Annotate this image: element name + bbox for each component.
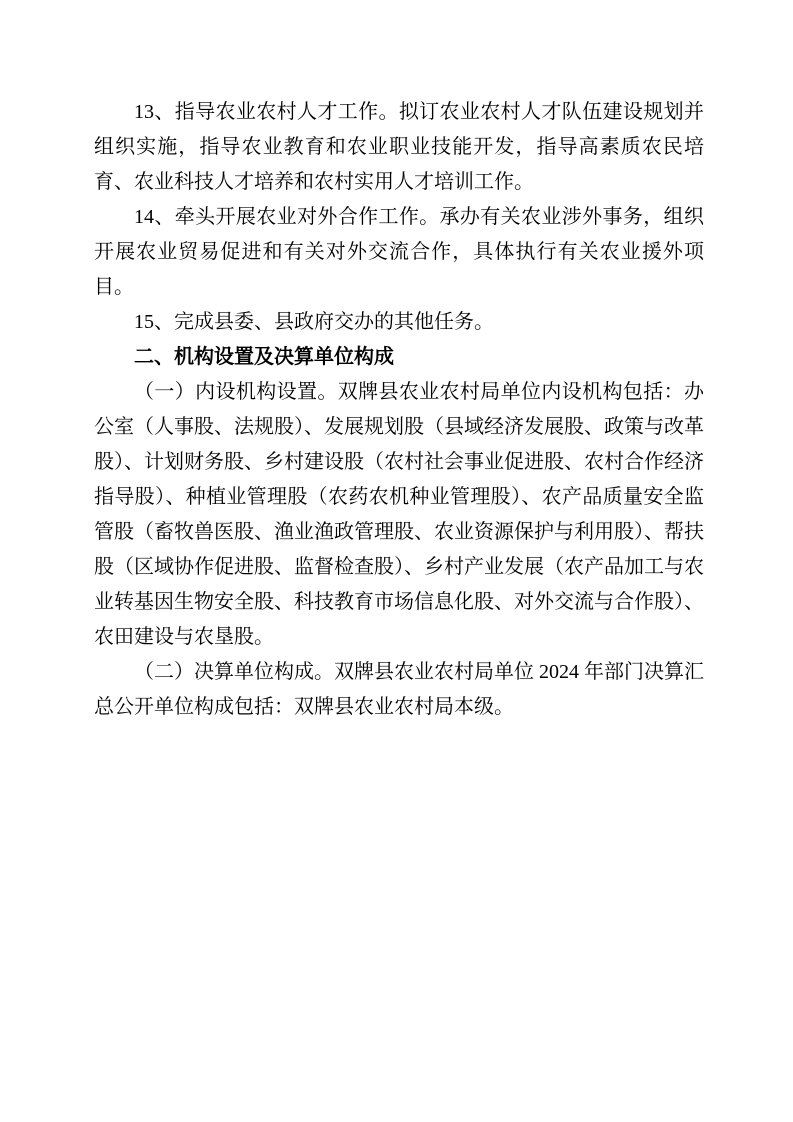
paragraph-budget-units: （二）决算单位构成。双牌县农业农村局单位 2024 年部门决算汇总公开单位构成包括：双牌县农业农村局本级。 (94, 661, 704, 718)
paragraph-duty-15: 15、完成县委、县政府交办的其他任务。 (134, 311, 494, 333)
paragraph-duty-14: 14、牵头开展农业对外合作工作。承办有关农业涉外事务，组织开展农业贸易促进和有关对外交流合作，具体执行有关农业援外项目。 (94, 206, 704, 298)
paragraph-duty-13: 13、指导农业农村人才工作。拟订农业农村人才队伍建设规划并组织实施，指导农业教育和农业职业技能开发，指导高素质农民培育、农业科技人才培养和农村实用人才培训工作。 (94, 101, 704, 193)
paragraph-internal-org: （一）内设机构设置。双牌县农业农村局单位内设机构包括：办公室（人事股、法规股）、发展规划股（县域经济发展股、政策与改革股）、计划财务股、乡村建设股（农村社会事业促进股、农村合作经济指导股）、种植业管理股（农药农机种业管理股）、农产品质量安全监管股（畜牧兽医股、渔业渔政管理股、农业资源保护与利用股）、帮扶股（区域协作促进股、监督检查股）、乡村产业发展（农产品加工与农业转基因生物安全股、科技教育市场信息化股、对外交流与合作股）、农田建设与农垦股。 (94, 381, 704, 648)
document-body (94, 95, 704, 725)
section-heading-org-structure: 二、机构设置及决算单位构成 (134, 346, 394, 368)
